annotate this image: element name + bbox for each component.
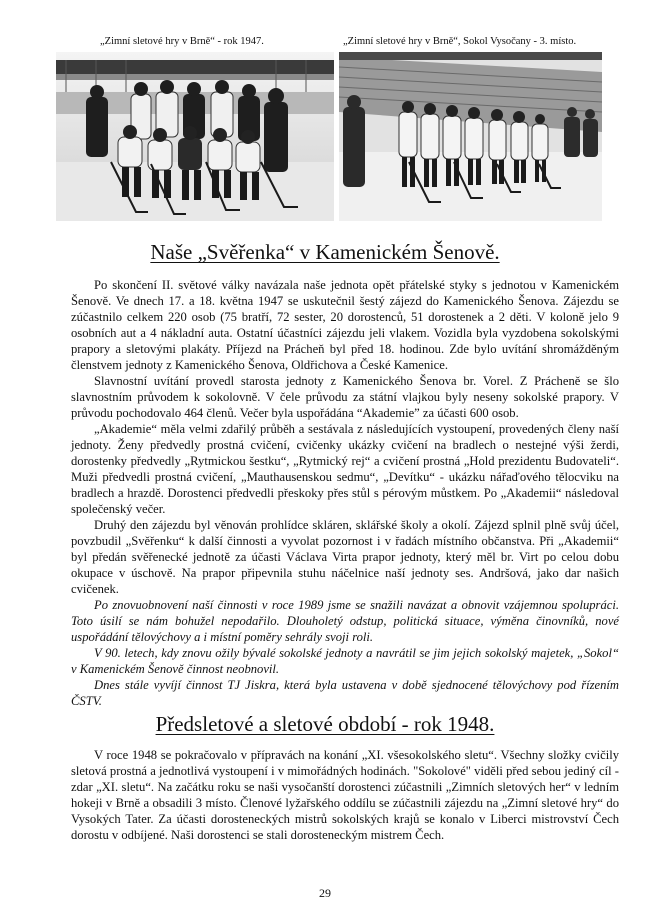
photo-caption-right: „Zimní sletové hry v Brně“, Sokol Vysočany - 3. místo. (343, 36, 577, 47)
paragraph: Druhý den zájezdu byl věnován prohlídce skláren, sklářské školy a okolí. Zájezd splnil plně svůj účel, povzbudil „Svěřenku“ k další činnosti a vyvolat pozornost i v řadách místního občanstva. Při „Akademii“ byl předán svěřenecké jednotě za účasti Václava Virta prapor jednoty, který měl br. Virt po celou dobu okupace v úschově. Na prapor připevnila stuhu náčelnice naší jednoty ses. Andršová, jako dar našich cvičenek. (71, 518, 619, 596)
photo-team-group-1947 (56, 52, 334, 221)
italic-paragraph: V 90. letech, kdy znovu ožily bývalé sokolské jednoty a navrátil se jim jejich sokolský majetek, „Sokol“ v Kamenickém Šenově činnost neobnovil. (71, 646, 619, 676)
italic-paragraph: Dnes stále vyvíjí činnost TJ Jiskra, která byla ustavena v době sjednocené tělovýchovy pod řízením ČSTV. (71, 678, 619, 708)
paragraph: V roce 1948 se pokračovalo v přípravách na konání „XI. všesokolského sletu“. Všechny složky cvičily sletová prostná a jednotlivá vystoupení i v mimořádných hodinách. "Sokolové" viděli před sebou jediný cíl - zdar „XI. sletu“. Na začátku roku se naši vysočanští dorostenci zúčastnili „Zimních sletových her“ v ledním hokeji v Brně a obsadili 3 místo. Členové lyžařského oddílu se zúčastnili zájezdu na „Zimní sletové hry“ do Vysokých Tater. Za účasti dorosteneckých mistrů sokolských krajů se konalo v Liberci mistrovství Čech dorostu v odbíjené. Naši dorostenci se stali dorosteneckým mistrem Čech. (71, 748, 619, 842)
paragraph: „Akademie“ měla velmi zdařilý průběh a sestávala z následujících vystoupení, provedených členy naší jednoty. Ženy předvedly prostná cvičení, cvičenky ukázky cvičení na bradlech o nestejné výši žerdi, dorostenky předvedly „Rytmickou šestku“, „Rytmický rej“ a cvičení prostná „Hold prezidentu Budovateli“. Muži předvedli prostná cvičení, „Mauthausenskou sedmu“, „Devítku“ - ukázku nářaďového tělocviku na bradlech a hrazdě. Dorostenci předvedli přeskoky přes stůl s pérovým můstkem. Po „Akademii“ následoval společenský večer. (71, 422, 619, 516)
paragraph: Slavnostní uvítání provedl starosta jednoty z Kamenického Šenova br. Vorel. Z Prácheně se šlo slavnostním průvodem k sokolovně. V čele průvodu za státní vlajkou byly neseny sokolské prapory. V průvodu pochodovalo 464 členů. Večer byla uspořádána “Akademie” za účasti 600 osob. (71, 374, 619, 420)
photo-team-lineup-vysocany (339, 52, 602, 221)
section-title-svarenka: Naše „Svěřenka“ v Kamenickém Šenově. (150, 240, 500, 264)
paragraph: Po skončení II. světové války navázala naše jednota opět přátelské styky s jednotou v Kamenickém Šenově. Ve dnech 17. a 18. května 1947 se uskutečnil šestý zájezd do Kamenického Šenova. Zájezdu se zúčastnilo celkem 220 osob (75 bratří, 72 sester, 20 dorostenců, 51 dorostenek a 2 děti. V koloně jelo 9 osobních aut a 4 nákladní auta. Ostatní účastníci zájezdu jeli vlakem. Vozidla byla vyzdobena sokolskými prapory a sletovými plakáty. Příjezd na Prácheň byl před 18. hodinou. Zde bylo uvítání shromážděným členstvem jednoty z Kamenického Šenova, Oldřichova a České Kamenice. (71, 278, 619, 372)
section-body-svarenka (71, 277, 619, 709)
italic-paragraph: Po znovuobnovení naší činnosti v roce 1989 jsme se snažili navázat a obnovit vzájemnou spolupráci. Toto úsilí se nám bohužel nepodařilo. Dlouholetý odstup, politická situace, výměna činovníků, nové uspořádání tělovýchovy a i místní poměry sehrály svoji roli. (71, 598, 619, 644)
photo-caption-left: „Zimní sletové hry v Brně“ - rok 1947. (100, 36, 264, 47)
section-title-1948: Předsletové a sletové období - rok 1948. (155, 712, 495, 736)
section-body-1948 (71, 747, 619, 843)
page-number: 29 (319, 886, 331, 900)
